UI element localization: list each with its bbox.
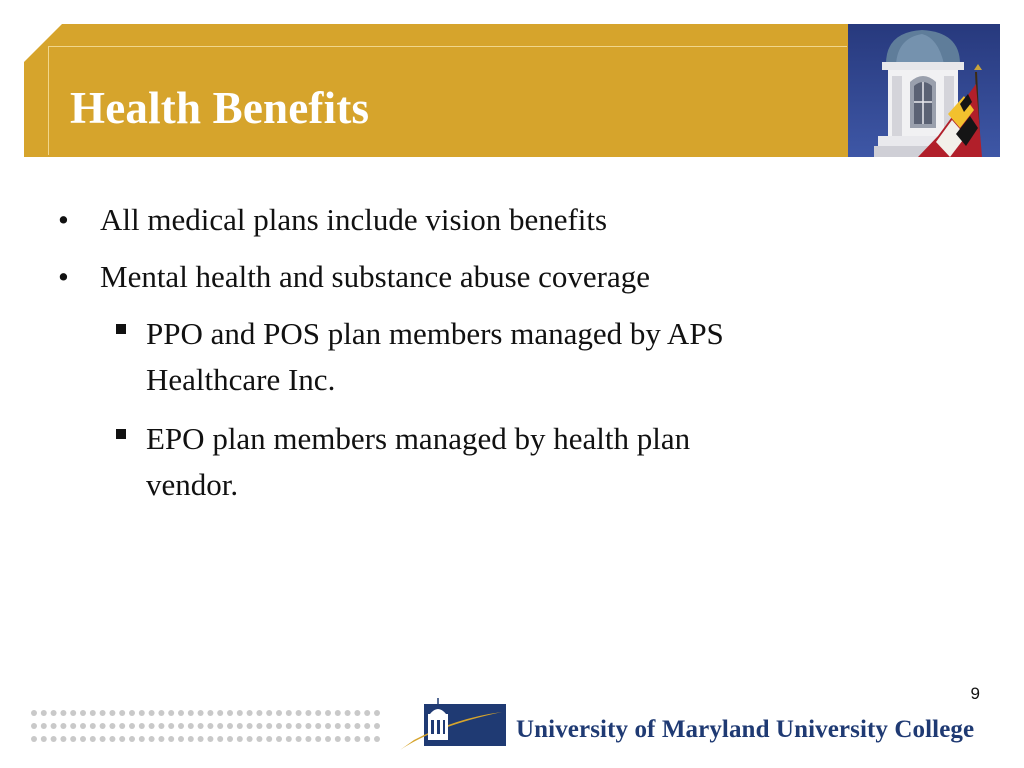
footer-dot [217, 723, 223, 729]
footer-dot [41, 710, 47, 716]
footer-dot [217, 736, 223, 742]
footer-dot [80, 723, 86, 729]
footer-dot [100, 710, 106, 716]
title-banner-corner [24, 24, 62, 62]
footer-dot [354, 723, 360, 729]
footer-dot [139, 710, 145, 716]
square-bullet-icon [116, 429, 126, 439]
footer-dot [31, 710, 37, 716]
round-bullet-icon: • [58, 202, 69, 237]
footer-dot [149, 736, 155, 742]
footer-dot [139, 736, 145, 742]
footer-dot [335, 736, 341, 742]
footer-dot [129, 736, 135, 742]
footer-dot [60, 723, 66, 729]
footer-dot [335, 723, 341, 729]
footer-dot [354, 736, 360, 742]
footer-dot [276, 736, 282, 742]
footer-dot [158, 736, 164, 742]
footer-dot [325, 736, 331, 742]
footer-dot [178, 736, 184, 742]
footer-dot [286, 723, 292, 729]
footer-dot [60, 710, 66, 716]
footer-dot [129, 710, 135, 716]
footer-dot [119, 736, 125, 742]
footer-dot [227, 710, 233, 716]
footer-dot [374, 736, 380, 742]
footer-dot [217, 710, 223, 716]
footer-dot [70, 710, 76, 716]
footer-dot [178, 710, 184, 716]
footer-dot [207, 710, 213, 716]
bullet-text: All medical plans include vision benefits [100, 202, 608, 237]
footer-dot [41, 723, 47, 729]
umuc-cupola-logo-icon [396, 696, 508, 752]
footer-dot [119, 710, 125, 716]
footer-dot [305, 710, 311, 716]
footer-dot [237, 723, 243, 729]
footer-dot [315, 710, 321, 716]
footer-dot [374, 710, 380, 716]
footer-dot [374, 723, 380, 729]
footer-dot [227, 723, 233, 729]
sub-bullet-line: vendor. [146, 467, 239, 502]
header-photo [848, 24, 1000, 157]
footer-dot [276, 723, 282, 729]
footer-dot [80, 736, 86, 742]
footer-dot [149, 723, 155, 729]
page-number: 9 [970, 684, 980, 703]
footer-dot [276, 710, 282, 716]
sub-bullet-item [146, 311, 906, 403]
footer-dot [247, 736, 253, 742]
footer-dot [188, 723, 194, 729]
square-bullet-icon [116, 324, 126, 334]
footer-dot [305, 736, 311, 742]
sub-bullet-line: PPO and POS plan members managed by APS [146, 316, 724, 351]
bullet-item [58, 258, 651, 295]
footer-dot [227, 736, 233, 742]
footer-dot [296, 736, 302, 742]
footer-dot [100, 736, 106, 742]
footer-dot [90, 736, 96, 742]
footer-dot [198, 723, 204, 729]
footer-dot [325, 710, 331, 716]
footer-dot [188, 736, 194, 742]
footer-dot [296, 723, 302, 729]
footer-dot [315, 723, 321, 729]
footer-dot [51, 710, 57, 716]
footer-dot [256, 736, 262, 742]
footer-dot [70, 736, 76, 742]
footer-dot [51, 736, 57, 742]
footer-dot [296, 710, 302, 716]
footer-dot [237, 710, 243, 716]
footer-dot [41, 736, 47, 742]
footer-dot [90, 710, 96, 716]
footer-dot [364, 736, 370, 742]
footer-dot [31, 736, 37, 742]
footer-dot [247, 723, 253, 729]
bullet-text: Mental health and substance abuse coverage [100, 259, 651, 294]
footer-dot [364, 723, 370, 729]
footer-dot [315, 736, 321, 742]
footer-dot [109, 723, 115, 729]
footer-dot [80, 710, 86, 716]
footer-dot [168, 736, 174, 742]
footer-dot [119, 723, 125, 729]
round-bullet-icon: • [58, 259, 69, 294]
footer-dot [158, 710, 164, 716]
footer-dot [188, 710, 194, 716]
footer-dot [198, 736, 204, 742]
footer-dot [168, 710, 174, 716]
footer-dot [198, 710, 204, 716]
footer-dot [266, 736, 272, 742]
footer-dot [237, 736, 243, 742]
footer-dot [266, 710, 272, 716]
footer-dot [100, 723, 106, 729]
footer-dot [207, 736, 213, 742]
footer-dot [256, 710, 262, 716]
footer-dot [90, 723, 96, 729]
footer-dot [364, 710, 370, 716]
footer-dot [266, 723, 272, 729]
footer-dot [60, 736, 66, 742]
footer-dot [345, 736, 351, 742]
footer-dot [178, 723, 184, 729]
sub-bullet-line: Healthcare Inc. [146, 362, 336, 397]
footer-dot [286, 710, 292, 716]
footer-dot [31, 723, 37, 729]
footer-dot [335, 710, 341, 716]
slide-title: Health Benefits [70, 83, 370, 133]
footer-dot [345, 723, 351, 729]
footer-dot-pattern [30, 708, 385, 744]
footer-dot [247, 710, 253, 716]
footer-dot [158, 723, 164, 729]
sub-bullet-item [146, 416, 906, 508]
footer-dot [109, 710, 115, 716]
footer-dot [325, 723, 331, 729]
footer-dot [168, 723, 174, 729]
footer-dot [305, 723, 311, 729]
footer-dot [139, 723, 145, 729]
institution-name: University of Maryland University College [516, 716, 975, 743]
footer-dot [109, 736, 115, 742]
footer-dot [70, 723, 76, 729]
footer-dot [149, 710, 155, 716]
footer-dot [256, 723, 262, 729]
sub-bullet-line: EPO plan members managed by health plan [146, 421, 691, 456]
footer-dot [207, 723, 213, 729]
bullet-item [58, 201, 608, 238]
footer-dot [129, 723, 135, 729]
footer-dot [345, 710, 351, 716]
footer-dot [51, 723, 57, 729]
footer-dot [286, 736, 292, 742]
footer-dot [354, 710, 360, 716]
